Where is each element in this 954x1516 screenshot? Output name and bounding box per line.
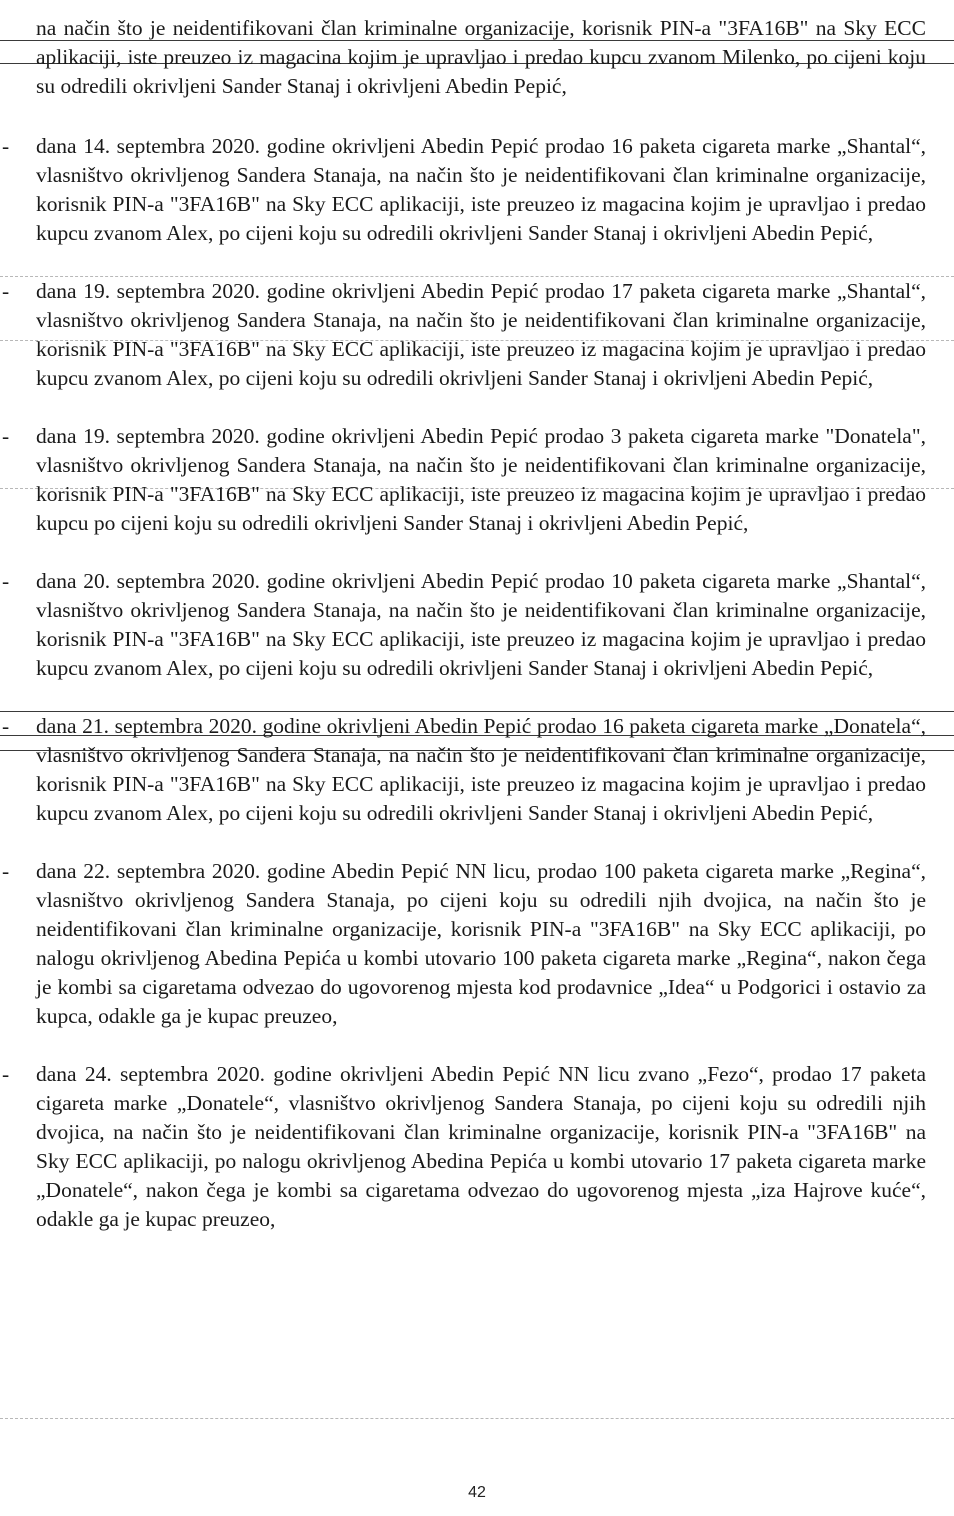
list-item-text: dana 20. septembra 2020. godine okrivljeni Abedin Pepić prodao 10 paketa cigareta marke „Shantal“, vlasništvo okrivljenog Sandera Stanaja, na način što je neidentifikovani član kriminalne organizacije, korisnik PIN-a "3FA16B" na Sky ECC aplikaciji, iste preuzeo iz magacina kojim je upravljao i predao kupcu zvanom Alex, po cijeni koju su odredili okrivljeni Sander Stanaj i okrivljeni Abedin Pepić, [36, 569, 926, 680]
bullet-dash: - [2, 569, 10, 593]
list-item [0, 422, 926, 538]
list-item-text: dana 24. septembra 2020. godine okrivljeni Abedin Pepić NN licu zvano „Fezo“, prodao 17 paketa cigareta marke „Donatele“, vlasništvo okrivljenog Sandera Stanaja, po cijeni koju su odredili njih dvojica, na način što je neidentifikovani član kriminalne organizacije, korisnik PIN-a "3FA16B" na Sky ECC aplikaciji, po nalogu okrivljenog Abedina Pepića u kombi utovario 17 paketa cigareta marke „Donatele“, nakon čega je kombi sa cigaretama odvezao do ugovorenog mjesta „iza Hajrove kuće“, odakle ga je kupac preuzeo, [36, 1062, 926, 1231]
bullet-dash: - [2, 134, 10, 158]
list-item [0, 567, 926, 683]
bullet-dash: - [2, 859, 10, 883]
list-item-text: dana 14. septembra 2020. godine okrivljeni Abedin Pepić prodao 16 paketa cigareta marke „Shantal“, vlasništvo okrivljenog Sandera Stanaja, na način što je neidentifikovani član kriminalne organizacije, korisnik PIN-a "3FA16B" na Sky ECC aplikaciji, iste preuzeo iz magacina kojim je upravljao i predao kupcu zvanom Alex, po cijeni koju su odredili okrivljeni Sander Stanaj i okrivljeni Abedin Pepić, [36, 134, 926, 245]
list-item [0, 132, 926, 248]
list-item-text: dana 19. septembra 2020. godine okrivljeni Abedin Pepić prodao 3 paketa cigareta marke "Donatela", vlasništvo okrivljenog Sandera Stanaja, na način što je neidentifikovani član kriminalne organizacije, korisnik PIN-a "3FA16B" na Sky ECC aplikaciji, iste preuzeo iz magacina kojim je upravljao i predao kupcu po cijeni koju su odredili okrivljeni Sander Stanaj i okrivljeni Abedin Pepić, [36, 424, 926, 535]
list-item-text: dana 22. septembra 2020. godine Abedin Pepić NN licu, prodao 100 paketa cigareta marke „Regina“, vlasništvo okrivljenog Sandera Stanaja, po cijeni koju su odredili njih dvojica, na način što je neidentifikovani član kriminalne organizacije, korisnik PIN-a "3FA16B" na Sky ECC aplikaciji, po nalogu okrivljenog Abedina Pepića u kombi utovario 100 paketa cigareta marke „Regina“, nakon čega je kombi sa cigaretama odvezao do ugovorenog mjesta kod prodavnice „Idea“ u Podgorici i ostavio za kupca, odakle ga je kupac preuzeo, [36, 859, 926, 1028]
list-item-text: dana 21. septembra 2020. godine okrivljeni Abedin Pepić prodao 16 paketa cigareta marke „Donatela“, vlasništvo okrivljenog Sandera Stanaja, na način što je neidentifikovani član kriminalne organizacije, korisnik PIN-a "3FA16B" na Sky ECC aplikaciji, iste preuzeo iz magacina kojim je upravljao i predao kupcu zvanom Alex, po cijeni koju su odredili okrivljeni Sander Stanaj i okrivljeni Abedin Pepić, [36, 714, 926, 825]
bullet-dash: - [2, 279, 10, 303]
bullet-dash: - [2, 714, 10, 738]
scan-artifact-line [0, 1418, 954, 1419]
intro-paragraph: na način što je neidentifikovani član kriminalne organizacije, korisnik PIN-a "3FA16B" na Sky ECC aplikaciji, iste preuzeo iz magacina kojim je upravljao i predao kupcu zvanom Milenko, po cijeni koju su odredili okrivljeni Sander Stanaj i okrivljeni Abedin Pepić, [36, 16, 926, 98]
bullet-dash: - [2, 424, 10, 448]
page-number: 42 [468, 1484, 486, 1501]
bullet-dash: - [2, 1062, 10, 1086]
list-item [0, 857, 926, 1031]
list-item [0, 712, 926, 828]
transaction-list [0, 132, 954, 1263]
list-item [0, 277, 926, 393]
list-item-text: dana 19. septembra 2020. godine okrivljeni Abedin Pepić prodao 17 paketa cigareta marke „Shantal“, vlasništvo okrivljenog Sandera Stanaja, na način što je neidentifikovani član kriminalne organizacije, korisnik PIN-a "3FA16B" na Sky ECC aplikaciji, iste preuzeo iz magacina kojim je upravljao i predao kupcu zvanom Alex, po cijeni koju su odredili okrivljeni Sander Stanaj i okrivljeni Abedin Pepić, [36, 279, 926, 390]
list-item [0, 1060, 926, 1234]
